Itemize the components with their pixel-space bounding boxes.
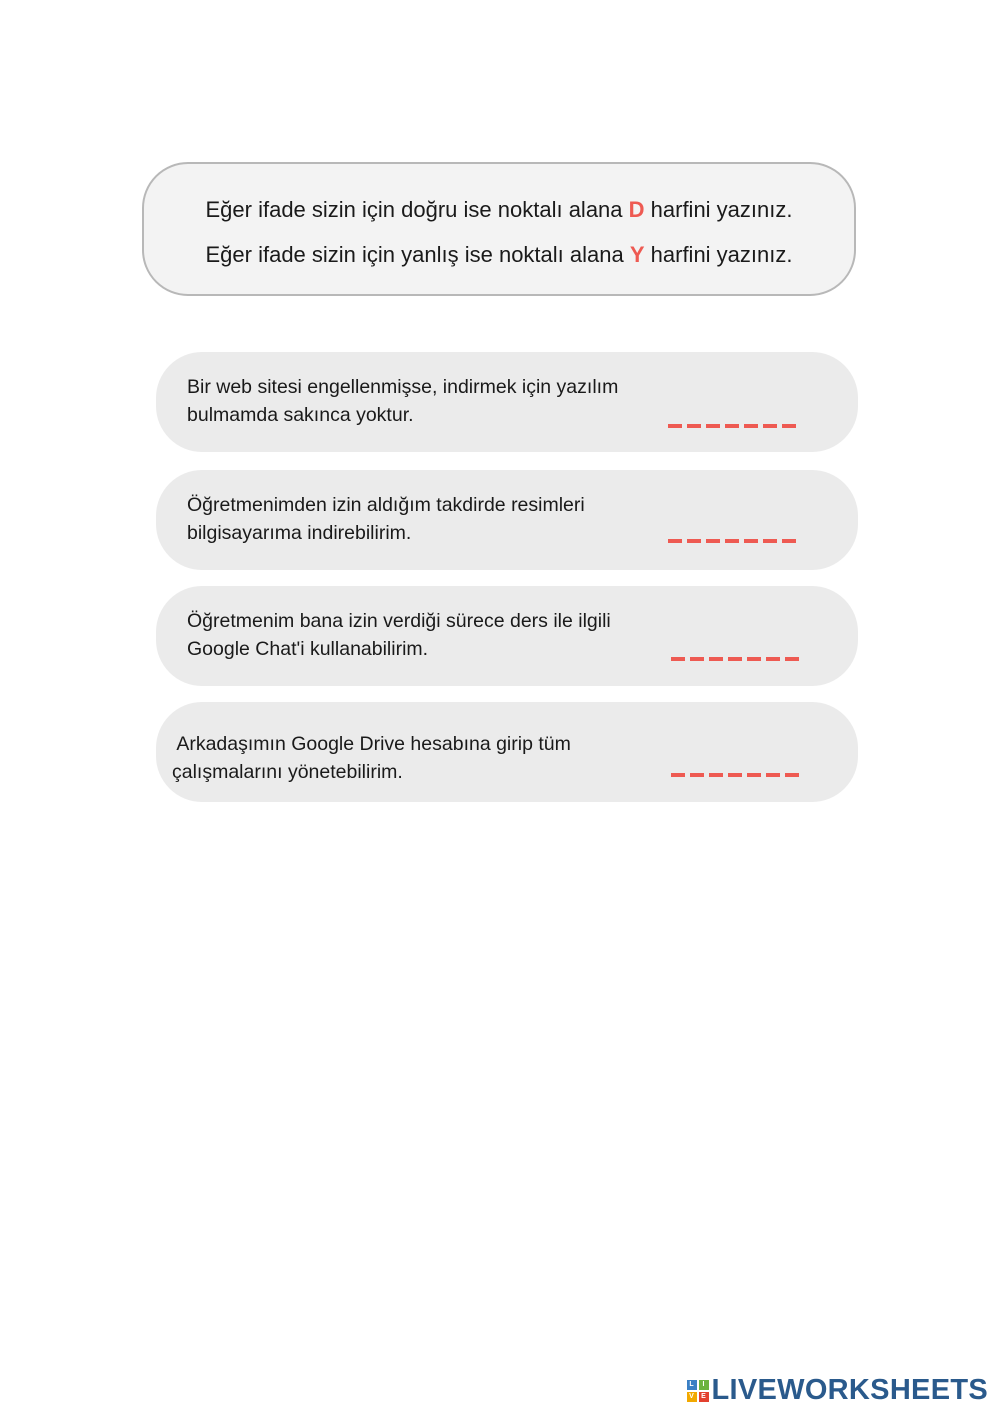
statement-3-text: Öğretmenim bana izin verdiği sürece ders ile ilgili Google Chat'i kullanabilirim. <box>187 610 611 660</box>
false-letter: Y <box>629 242 645 267</box>
statement-4-answer-field[interactable] <box>671 773 801 777</box>
statement-4 <box>156 702 858 802</box>
instructions-box <box>142 162 856 296</box>
statement-2-text: Öğretmenimden izin aldığım takdirde resimleri bilgisayarıma indirebilirim. <box>187 494 585 544</box>
true-letter: D <box>628 197 645 222</box>
liveworksheets-logo <box>687 1374 989 1407</box>
instruction-false: Eğer ifade sizin için yanlış ise noktalı alana Y harfini yazınız. <box>205 242 793 267</box>
statement-3 <box>156 586 858 686</box>
instruction-true: Eğer ifade sizin için doğru ise noktalı alana D harfini yazınız. <box>205 197 793 222</box>
statement-4-text: Arkadaşımın Google Drive hesabına girip tüm çalışmalarını yönetebilirim. <box>172 733 571 783</box>
statement-1-answer-field[interactable] <box>668 424 798 428</box>
statement-2 <box>156 470 858 570</box>
statement-2-answer-field[interactable] <box>668 539 798 543</box>
statement-1-text: Bir web sitesi engellenmişse, indirmek için yazılım bulmamda sakınca yoktur. <box>187 376 619 426</box>
statement-3-answer-field[interactable] <box>671 657 801 661</box>
brand-name: LIVEWORKSHEETS <box>711 1374 988 1406</box>
liveworksheets-logo-icon: L I V E <box>687 1380 709 1402</box>
statement-1 <box>156 352 858 452</box>
